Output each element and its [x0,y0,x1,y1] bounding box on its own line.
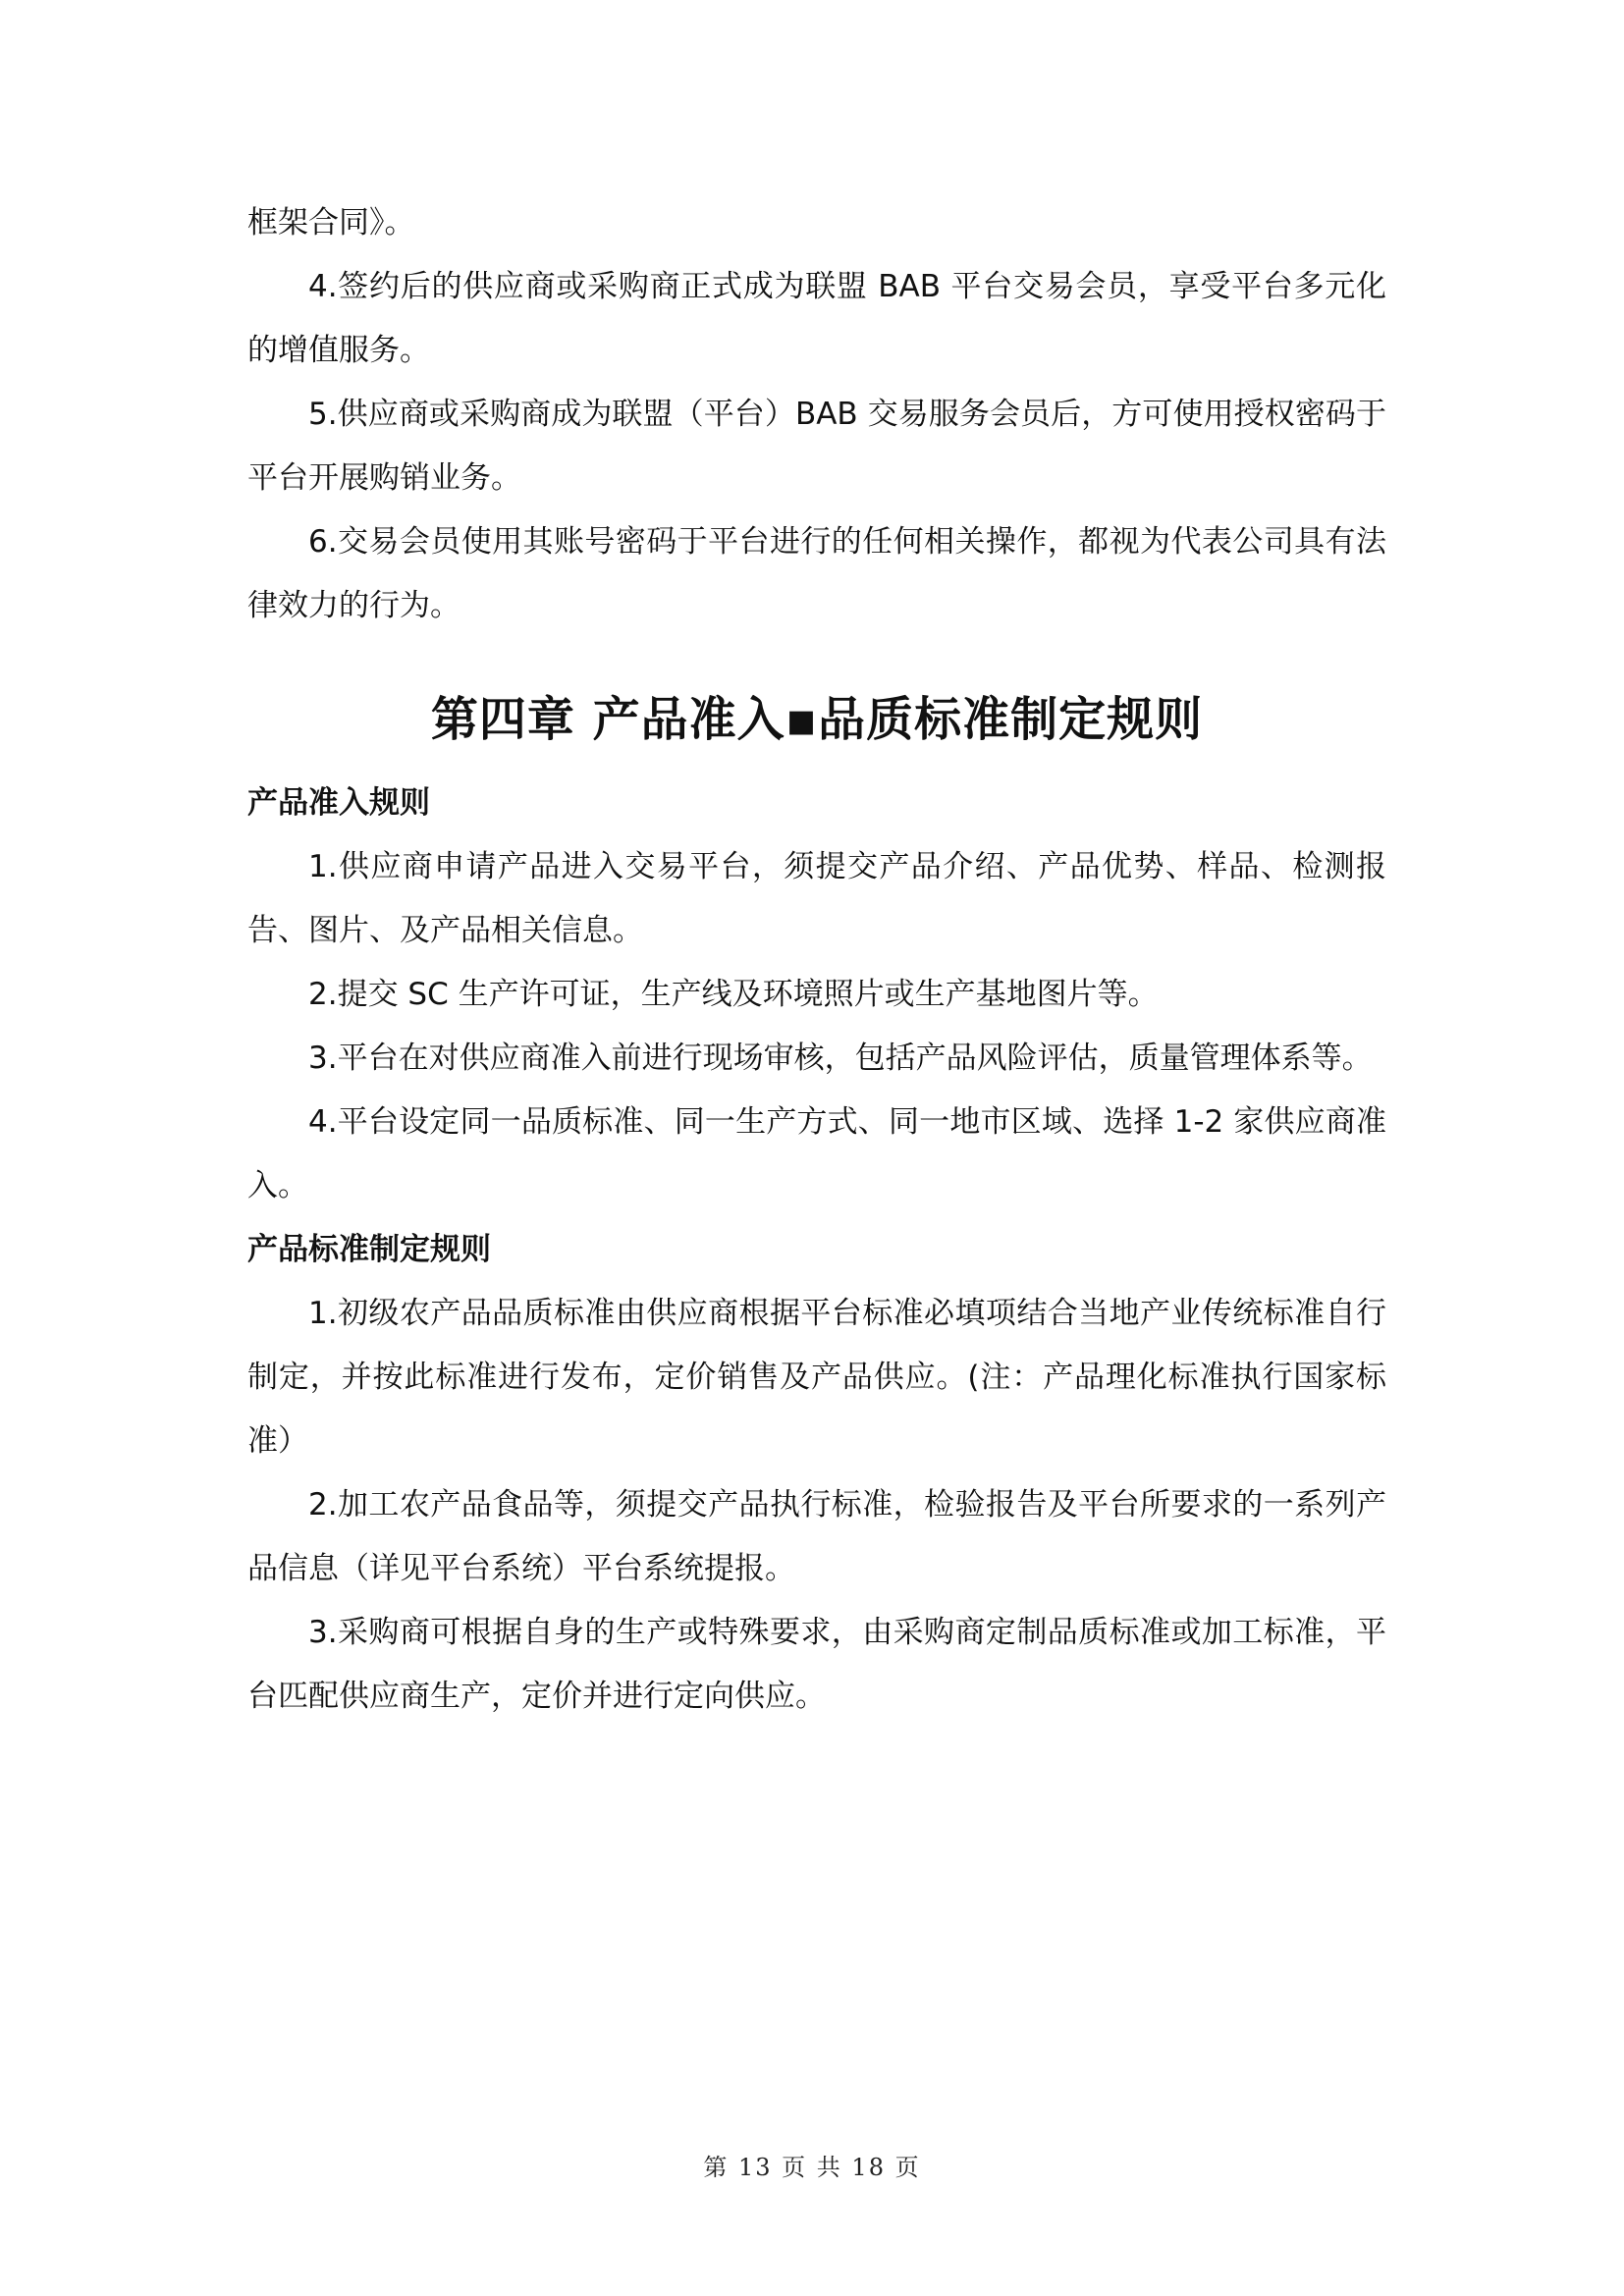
document-body [247,191,1386,1729]
admission-rule-4: 4.平台设定同一品质标准、同一生产方式、同一地市区域、选择 1-2 家供应商准入。 [247,1104,1386,1203]
section-heading-product-admission: 产品准入规则 [247,785,430,821]
paragraph-contract-tail: 框架合同》。 [247,205,415,240]
section-heading-standard-setting: 产品标准制定规则 [247,1232,491,1267]
standard-rule-3: 3.采购商可根据自身的生产或特殊要求，由采购商定制品质标准或加工标准，平台匹配供应商生产，定价并进行定向供应。 [247,1615,1386,1714]
chapter-title: 第四章 产品准入▪品质标准制定规则 [430,692,1204,747]
paragraph-item-5: 5.供应商或采购商成为联盟（平台）BAB 交易服务会员后，方可使用授权密码于平台开展购销业务。 [247,397,1386,496]
admission-rule-3: 3.平台在对供应商准入前进行现场审核，包括产品风险评估，质量管理体系等。 [308,1041,1373,1076]
paragraph-item-4: 4.签约后的供应商或采购商正式成为联盟 BAB 平台交易会员，享受平台多元化的增值服务。 [247,269,1386,368]
standard-rule-2: 2.加工农产品食品等，须提交产品执行标准，检验报告及平台所要求的一系列产品信息（详见平台系统）平台系统提报。 [247,1487,1386,1586]
page-number-footer: 第 13 页 共 18 页 [703,2154,921,2181]
paragraph-item-6: 6.交易会员使用其账号密码于平台进行的任何相关操作，都视为代表公司具有法律效力的行为。 [247,524,1386,623]
admission-rule-1: 1.供应商申请产品进入交易平台，须提交产品介绍、产品优势、样品、检测报告、图片、及产品相关信息。 [247,849,1386,948]
admission-rule-2: 2.提交 SC 生产许可证，生产线及环境照片或生产基地图片等。 [308,977,1159,1012]
standard-rule-1: 1.初级农产品品质标准由供应商根据平台标准必填项结合当地产业传统标准自行制定，并按此标准进行发布，定价销售及产品供应。(注：产品理化标准执行国家标准） [247,1296,1386,1459]
